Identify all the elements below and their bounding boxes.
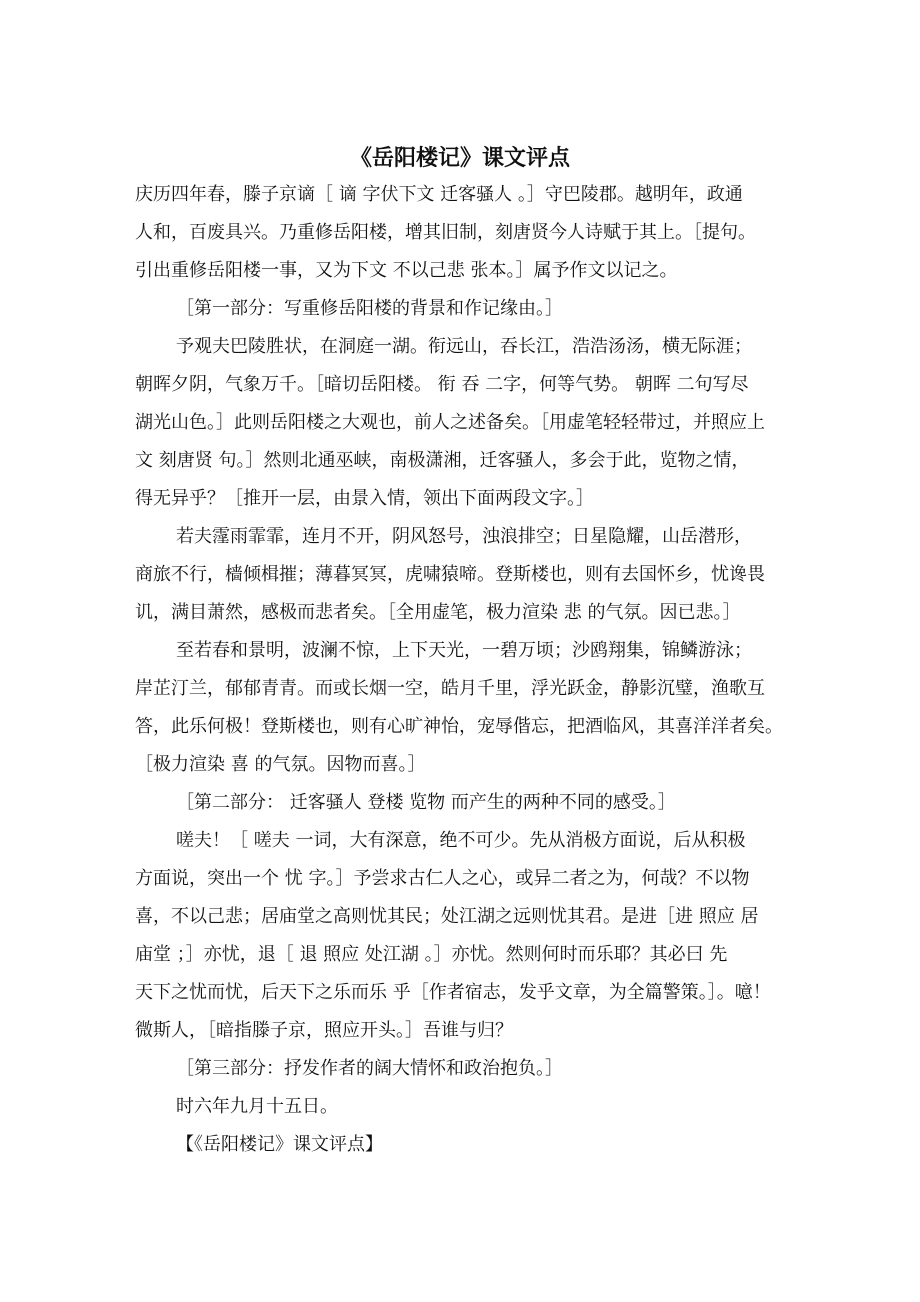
text-line: 喜，不以己悲；居庙堂之高则忧其民；处江湖之远则忧其君。是进［进 照应 居 (135, 906, 759, 927)
text-line: 引出重修岳阳楼一事，又为下文 不以己悲 张本。］属予作文以记之。 (135, 260, 678, 281)
text-line: 予观夫巴陵胜状，在洞庭一湖。衔远山，吞长江，浩浩汤汤，横无际涯； (176, 336, 752, 357)
text-line: 得无异乎？［推开一层，由景入情，领出下面两段文字。］ (135, 488, 594, 509)
text-line: 讥，满目萧然，感极而悲者矣。［全用虚笔，极力渲染 悲 的气氛。因已悲。］ (135, 602, 741, 623)
text-line: 朝晖夕阴，气象万千。［暗切岳阳楼。 衔 吞 二字，何等气势。 朝晖 二句写尽 (135, 374, 749, 395)
text-line: 微斯人，［暗指滕子京，照应开头。］吾谁与归？ (135, 1020, 513, 1041)
text-line: 湖光山色。］此则岳阳楼之大观也，前人之述备矣。［用虚笔轻轻带过，并照应上 (135, 412, 765, 433)
text-line: ［极力渲染 喜 的气氛。因物而喜。］ (135, 754, 426, 775)
text-line: 庆历四年春，滕子京谪［ 谪 字伏下文 迁客骚人 。］守巴陵郡。越明年，政通 (135, 184, 743, 205)
text-line: 人和，百废具兴。乃重修岳阳楼，增其旧制，刻唐贤今人诗赋于其上。［提句。 (135, 222, 756, 243)
text-line: 岸芷汀兰，郁郁青青。而或长烟一空，皓月千里，浮光跃金，静影沉璧，渔歌互 (135, 678, 765, 699)
text-line: 嗟夫！［ 嗟夫 一词，大有深意，绝不可少。先从消极方面说，后从积极 (176, 830, 746, 851)
text-line: ［第一部分：写重修岳阳楼的背景和作记缘由。］ (176, 298, 563, 319)
text-line: 庙堂 ；］亦忧，退［ 退 照应 处江湖 。］亦忧。然则何时而乐耶？其必曰 先 (135, 944, 728, 965)
text-line: 至若春和景明，波澜不惊，上下天光，一碧万顷；沙鸥翔集，锦鳞游泳； (176, 640, 752, 661)
document-title: 《岳阳楼记》课文评点 (349, 145, 570, 171)
text-line: ［第三部分：抒发作者的阔大情怀和政治抱负。］ (176, 1058, 563, 1079)
text-line: 方面说，突出一个 忧 字。］予尝求古仁人之心，或异二者之为，何哉？不以物 (135, 868, 750, 889)
text-line: 商旅不行，樯倾楫摧；薄暮冥冥，虎啸猿啼。登斯楼也，则有去国怀乡，忧谗畏 (135, 564, 765, 585)
text-line: 若夫霪雨霏霏，连月不开，阴风怒号，浊浪排空；日星隐耀，山岳潜形， (176, 526, 752, 547)
text-line: 文 刻唐贤 句。］然则北通巫峡，南极潇湘，迁客骚人，多会于此，览物之情， (135, 450, 750, 471)
text-line: 天下之忧而忧，后天下之乐而乐 乎［作者宿志，发乎文章，为全篇警策。］。噫！ (135, 982, 771, 1003)
text-line: ［第二部分： 迁客骚人 登楼 览物 而产生的两种不同的感受。］ (176, 792, 676, 813)
text-line: 【《岳阳楼记》课文评点】 (176, 1134, 383, 1155)
text-line: 时六年九月十五日。 (176, 1096, 338, 1117)
text-line: 答，此乐何极！登斯楼也，则有心旷神怡，宠辱偕忘，把酒临风，其喜洋洋者矣。 (135, 716, 783, 737)
